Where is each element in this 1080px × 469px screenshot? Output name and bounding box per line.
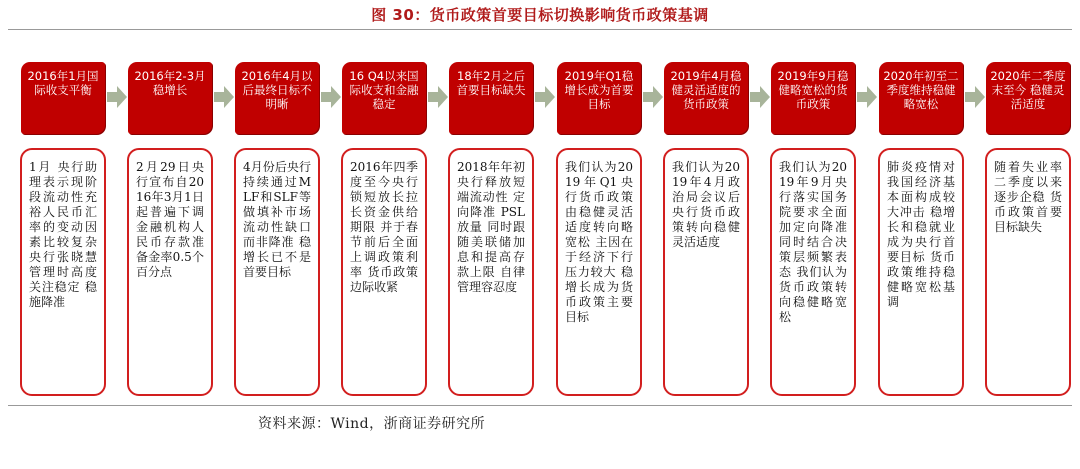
- right-arrow-icon: [750, 86, 770, 108]
- stage-note-4: 2016年四季度至今央行锁短放长拉长资金供给期限 并于春节前后全面上调政策利率 货币政策边际收紧: [341, 148, 427, 396]
- stage-box-7: 2019年4月稳健灵活适度的货币政策: [664, 62, 748, 134]
- stage-note-9: 肺炎疫情对我国经济基本面构成较大冲击 稳增长和稳就业成为央行首要目标 货币政策维持稳健略宽松基调: [878, 148, 964, 396]
- bottom-rule: [8, 405, 1072, 406]
- stage-note-6: 我们认为2019年Q1央行货币政策由稳健灵活适度转向略宽松 主因在于经济下行压力较大 稳增长成为货币政策主要目标: [556, 148, 642, 396]
- stage-box-8: 2019年9月稳健略宽松的货币政策: [771, 62, 855, 134]
- stage-note-10: 随着失业率二季度以来逐步企稳 货币政策首要目标缺失: [985, 148, 1071, 396]
- stage-note-3: 4月份后央行持续通过MLF和SLF等做填补市场流动性缺口 而非降准 稳增长已不是首要目标: [234, 148, 320, 396]
- right-arrow-icon: [857, 86, 877, 108]
- stage-note-1: 1月 央行助理表示现阶段流动性充裕人民币汇率的变动因素比较复杂 央行张晓慧管理时高度关注稳定 稳施降准: [20, 148, 106, 396]
- right-arrow-icon: [214, 86, 234, 108]
- right-arrow-icon: [428, 86, 448, 108]
- stage-box-2: 2016年2-3月稳增长: [128, 62, 212, 134]
- stage-note-7: 我们认为2019年4月政治局会议后 央行货币政策转向稳健灵活适度: [663, 148, 749, 396]
- right-arrow-icon: [107, 86, 127, 108]
- right-arrow-icon: [535, 86, 555, 108]
- right-arrow-icon: [643, 86, 663, 108]
- stage-note-2: 2月29日央行宣布自2016年3月1日起普遍下调金融机构人民币存款准备金率0.5个百分点: [127, 148, 213, 396]
- stage-box-5: 18年2月之后首要目标缺失: [449, 62, 533, 134]
- stage-box-3: 2016年4月以后最终日标不明晰: [235, 62, 319, 134]
- stage-note-5: 2018年年初 央行释放短端流动性 定向降准 PSL放量 同时跟随美联储加息和提高存款上限 自律管理容忍度: [448, 148, 534, 396]
- stage-box-1: 2016年1月国际收支平衡: [21, 62, 105, 134]
- right-arrow-icon: [321, 86, 341, 108]
- source-note: 资料来源：Wind，浙商证券研究所: [258, 416, 486, 432]
- top-rule: [8, 29, 1072, 30]
- stage-box-10: 2020年二季度末至今 稳健灵活适度: [986, 62, 1070, 134]
- stage-note-8: 我们认为2019年9月央行落实国务院要求全面加定向降准 同时结合决策层频繁表态 我们认为货币政策转向稳健略宽松: [770, 148, 856, 396]
- right-arrow-icon: [965, 86, 985, 108]
- stage-box-4: 16 Q4以来国际收支和金融稳定: [342, 62, 426, 134]
- figure-title: 图 30：货币政策首要目标切换影响货币政策基调: [371, 6, 709, 24]
- stage-box-6: 2019年Q1稳增长成为首要目标: [557, 62, 641, 134]
- stage-box-9: 2020年初至二季度维持稳健略宽松: [879, 62, 963, 134]
